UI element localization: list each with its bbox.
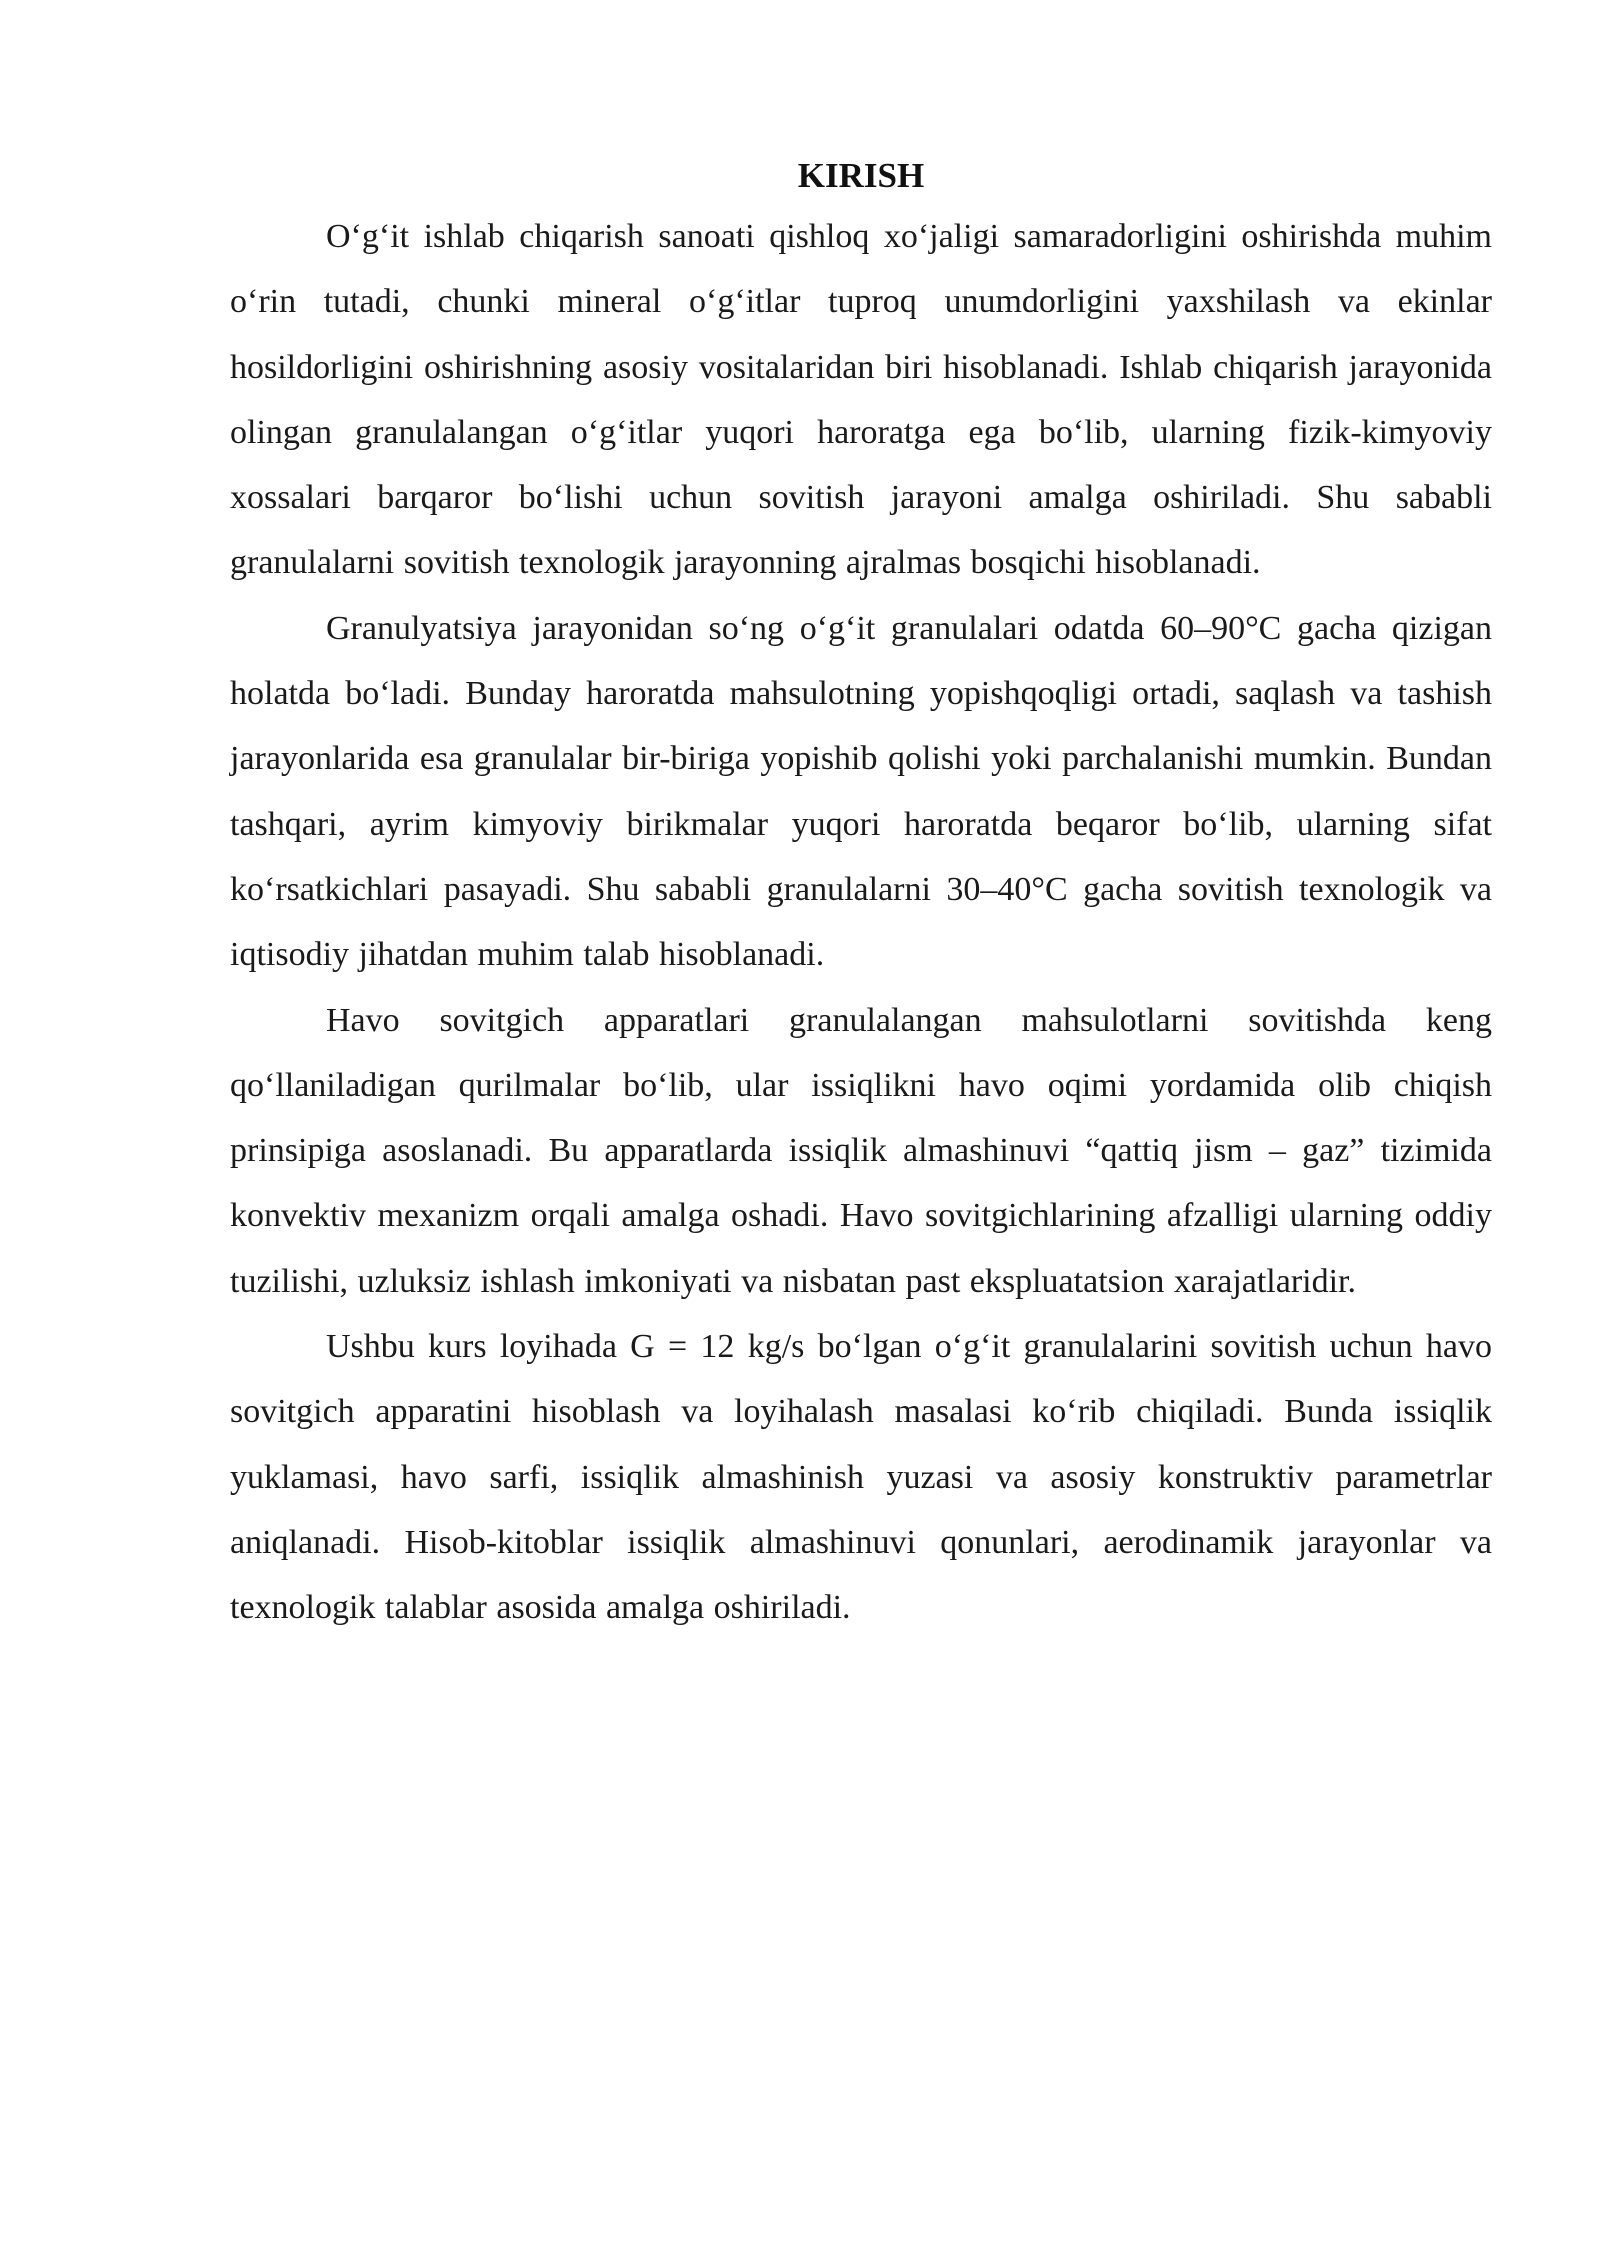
paragraph-2: Granulyatsiya jarayonidan so‘ng o‘g‘it granulalari odatda 60–90°C gacha qizigan holatda bo‘ladi. Bunday haroratda mahsulotning yopishqoqligi ortadi, saqlash va tashish jarayonlarida esa granulalar bir-biriga yopishib qolishi yoki parchalanishi mumkin. Bundan tashqari, ayrim kimyoviy birikmalar yuqori haroratda beqaror bo‘lib, ularning sifat ko‘rsatkichlari pasayadi. Shu sababli granulalarni 30–40°C gacha sovitish texnologik va iqtisodiy jihatdan muhim talab hisoblanadi. (230, 609, 1492, 974)
page-title: KIRISH (797, 156, 925, 195)
paragraph-1: O‘g‘it ishlab chiqarish sanoati qishloq xo‘jaligi samaradorligini oshirishda muhim o‘rin tutadi, chunki mineral o‘g‘itlar tuproq unumdorligini yaxshilash va ekinlar hosildorligini oshirishning asosiy vositalaridan biri hisoblanadi. Ishlab chiqarish jarayonida olingan granulalangan o‘g‘itlar yuqori haroratga ega bo‘lib, ularning fizik-kimyoviy xossalari barqaror bo‘lishi uchun sovitish jarayoni amalga oshiriladi. Shu sababli granulalarni sovitish texnologik jarayonning ajralmas bosqichi hisoblanadi. (230, 218, 1492, 582)
paragraph-4: Ushbu kurs loyihada G = 12 kg/s bo‘lgan o‘g‘it granulalarini sovitish uchun havo sovitgich apparatini hisoblash va loyihalash masalasi ko‘rib chiqiladi. Bunda issiqlik yuklamasi, havo sarfi, issiqlik almashinish yuzasi va asosiy konstruktiv parametrlar aniqlanadi. Hisob-kitoblar issiqlik almashinuvi qonunlari, aerodinamik jarayonlar va texnologik talablar asosida amalga oshiriladi. (230, 1328, 1492, 1627)
document-body (230, 148, 1492, 1641)
paragraph-3: Havo sovitgich apparatlari granulalangan mahsulotlarni sovitishda keng qo‘llaniladigan qurilmalar bo‘lib, ular issiqlikni havo oqimi yordamida olib chiqish prinsipiga asoslanadi. Bu apparatlarda issiqlik almashinuvi “qattiq jism – gaz” tizimida konvektiv mexanizm orqali amalga oshadi. Havo sovitgichlarining afzalligi ularning oddiy tuzilishi, uzluksiz ishlash imkoniyati va nisbatan past ekspluatatsion xarajatlaridir. (230, 1001, 1492, 1300)
